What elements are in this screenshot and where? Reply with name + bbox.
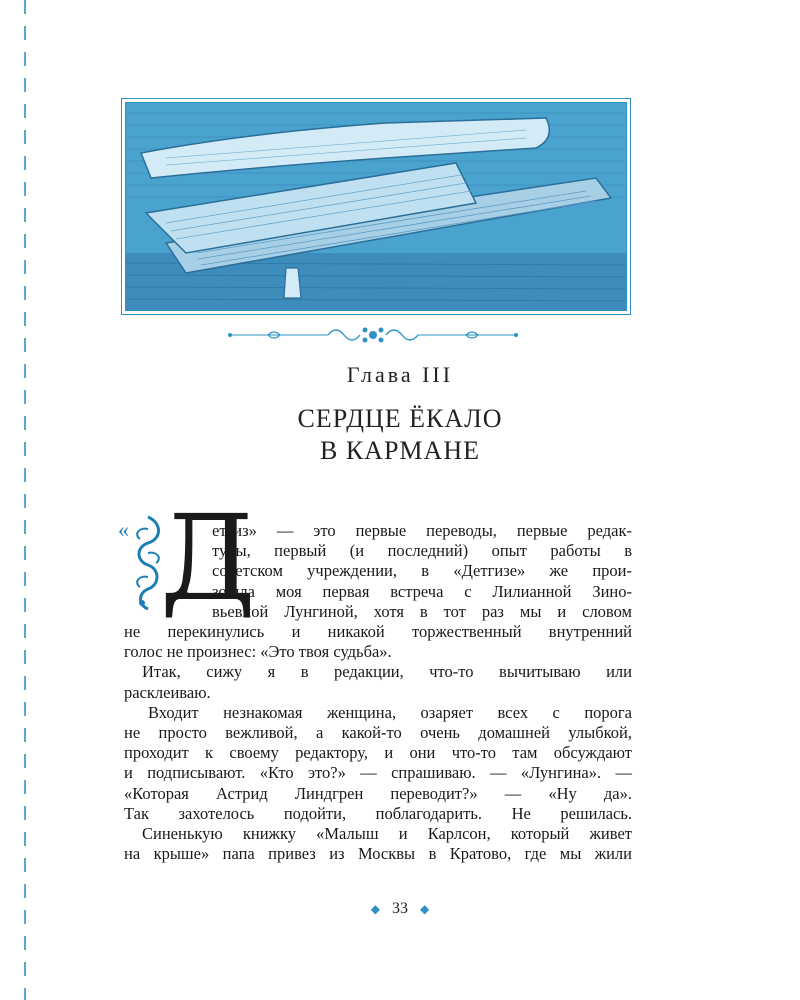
text-line: проходит к своему редактору, и они что-то там обсуждают bbox=[124, 743, 632, 763]
text-line: Итак, сижу я в редакции, что-то вычитываю или bbox=[142, 662, 632, 682]
body-text bbox=[124, 521, 632, 864]
text-line: голос не произнес: «Это твоя судьба». bbox=[124, 642, 392, 662]
decorative-divider bbox=[228, 323, 518, 347]
text-line: на крыше» папа привез из Москвы в Кратово, где мы жили bbox=[124, 844, 632, 864]
page-number: 33 bbox=[392, 900, 408, 917]
text-line: туры, первый (и последний) опыт работы в bbox=[212, 541, 632, 561]
text-line: вьевной Лунгиной, хотя в тот раз мы и словом bbox=[212, 601, 632, 621]
margin-dashed-rule bbox=[24, 0, 26, 1000]
drop-cap-quote: « bbox=[118, 517, 129, 542]
chapter-title-line-2: В КАРМАНЕ bbox=[320, 436, 480, 465]
page-footer bbox=[0, 900, 800, 918]
chapter-title bbox=[0, 403, 800, 467]
diamond-icon: ◆ bbox=[370, 901, 380, 916]
text-line: расклеиваю. bbox=[124, 682, 211, 702]
text-line: Так захотелось подойти, поблагодарить. Не решилась. bbox=[124, 803, 632, 823]
text-line: не перекинулись и никакой торжественный внутренний bbox=[124, 622, 632, 642]
text-line: и подписывают. «Кто это?» — спрашиваю. — «Лунгина». — bbox=[124, 763, 632, 783]
text-line: Входит незнакомая женщина, озаряет всех с порога bbox=[148, 702, 632, 722]
chapter-label: Глава III bbox=[346, 362, 454, 387]
chapter-illustration bbox=[121, 98, 631, 315]
text-line: «Которая Астрид Линдгрен переводит?» — «Ну да». bbox=[124, 783, 632, 803]
chapter-title-line-1: СЕРДЦЕ ЁКАЛО bbox=[297, 404, 503, 433]
text-line: зошла моя первая встреча с Лилианной Зино- bbox=[212, 581, 632, 601]
diamond-icon: ◆ bbox=[420, 901, 430, 916]
drop-cap-letter: Д bbox=[160, 489, 256, 627]
text-line: Синенькую книжку «Малыш и Карлсон, который живет bbox=[142, 824, 632, 844]
old-books-engraving bbox=[126, 103, 626, 310]
text-line: етгиз» — это первые переводы, первые редак- bbox=[212, 521, 632, 540]
text-line: советском учреждении, в «Детгизе» же прои- bbox=[212, 561, 632, 581]
text-line: не просто вежливой, а какой-то очень домашней улыбкой, bbox=[124, 723, 632, 743]
